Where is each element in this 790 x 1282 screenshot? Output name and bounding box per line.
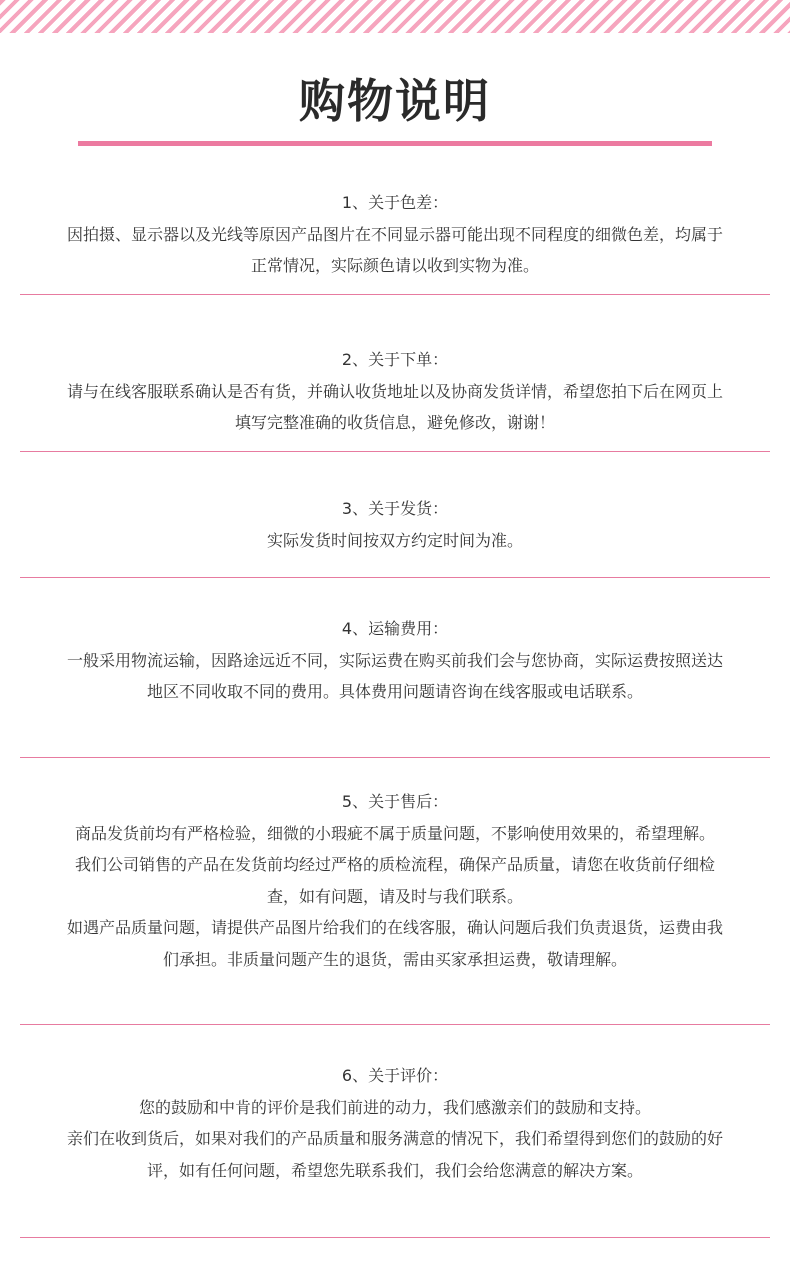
section-paragraph: 实际发货时间按双方约定时间为准。 [266,530,523,550]
section-paragraph: 一般采用物流运输，因路途远近不同，实际运费在购买前我们会与您协商，实际运费按照送达地区不同收取不同的费用。具体费用问题请咨询在线客服或电话联系。 [66,650,723,701]
section-heading: 3、关于发货： [341,499,449,518]
section-paragraph: 如遇产品质量问题，请提供产品图片给我们的在线客服，确认问题后我们负责退货，运费由我们承担。非质量问题产生的退货，需由买家承担运费，敬请理解。 [66,918,723,969]
section-freight-cost [62,613,728,708]
section-ordering [62,344,728,439]
section-paragraph: 亲们在收到货后，如果对我们的产品质量和服务满意的情况下，我们希望得到您们的鼓励的好评，如有任何问题，希望您先联系我们，我们会给您满意的解决方案。 [66,1129,723,1180]
section-divider [20,577,770,578]
section-heading: 6、关于评价： [341,1066,449,1085]
section-divider [20,451,770,452]
section-paragraph: 商品发货前均有严格检验，细微的小瑕疵不属于质量问题，不影响使用效果的，希望理解。 [74,823,715,843]
decorative-stripe-band [0,0,790,33]
section-divider [20,294,770,295]
section-heading: 1、关于色差： [341,193,449,212]
section-reviews [62,1060,728,1186]
title-underline [78,141,712,146]
section-after-sales [62,786,728,975]
section-shipping [62,493,728,556]
section-divider [20,1024,770,1025]
section-paragraph: 请与在线客服联系确认是否有货，并确认收货地址以及协商发货详情，希望您拍下后在网页上填写完整准确的收货信息，避免修改，谢谢！ [66,381,723,432]
section-divider [20,757,770,758]
section-paragraph: 我们公司销售的产品在发货前均经过严格的质检流程，确保产品质量，请您在收货前仔细检查，如有问题，请及时与我们联系。 [74,855,715,906]
section-paragraph: 因拍摄、显示器以及光线等原因产品图片在不同显示器可能出现不同程度的细微色差，均属于正常情况，实际颜色请以收到实物为准。 [66,224,723,275]
section-heading: 4、运输费用： [341,619,449,638]
section-paragraph: 您的鼓励和中肯的评价是我们前进的动力，我们感激亲们的鼓励和支持。 [138,1097,651,1117]
section-heading: 2、关于下单： [341,350,449,369]
page-title: 购物说明 [299,74,491,128]
section-color-difference [62,187,728,282]
section-divider [20,1237,770,1238]
section-heading: 5、关于售后： [341,792,449,811]
